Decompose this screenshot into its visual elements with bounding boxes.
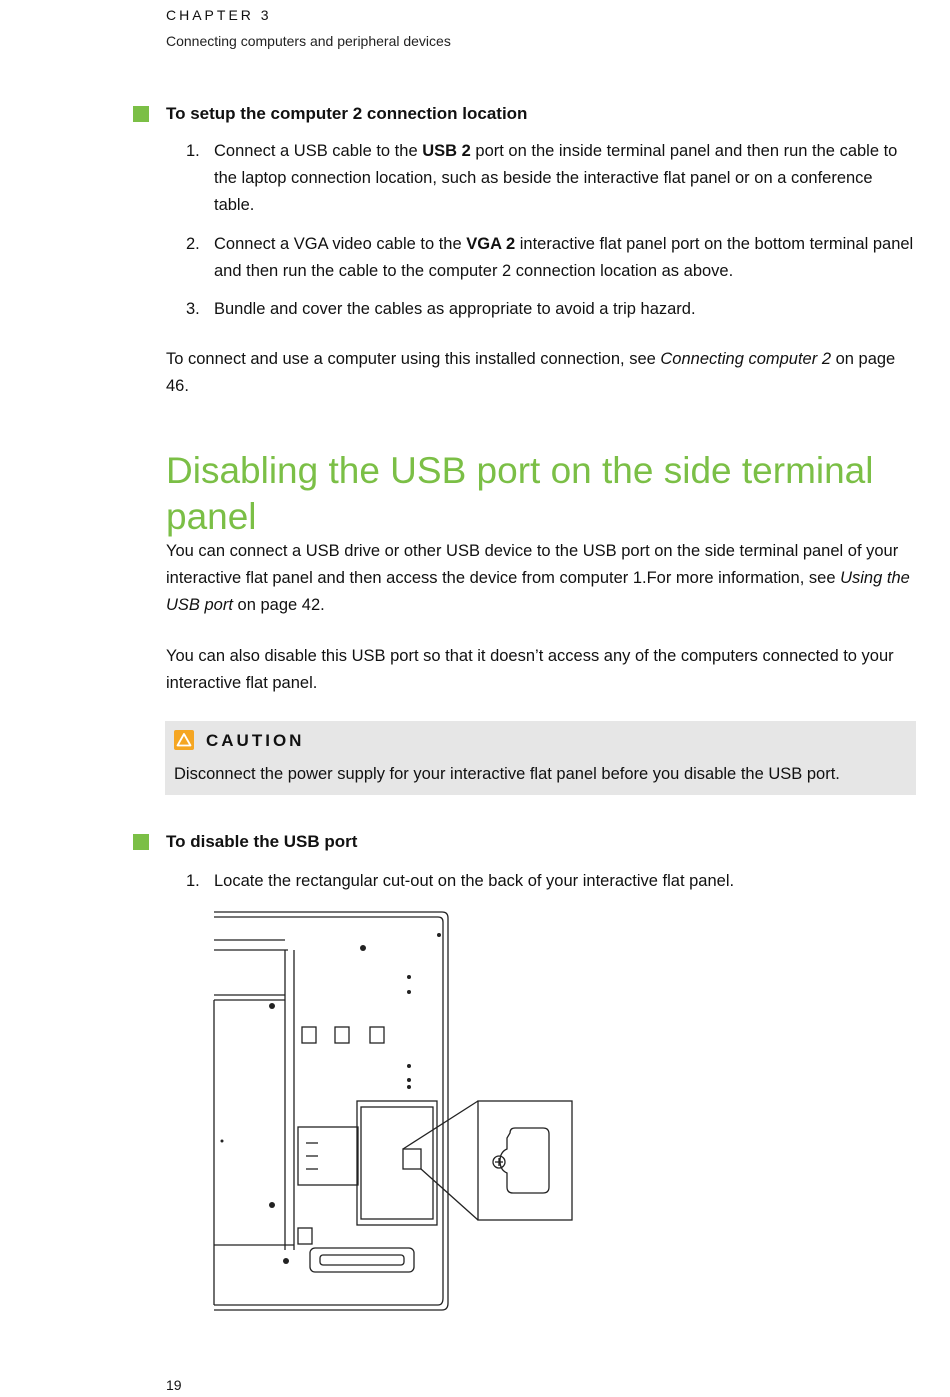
chapter-label: CHAPTER 3 [166,7,272,23]
procedure-heading: To disable the USB port [166,832,358,851]
warning-icon [174,730,194,750]
caution-text: Disconnect the power supply for your interactive flat panel before you disable the USB port. [174,765,840,783]
step-text: Locate the rectangular cut-out on the back of your interactive flat panel. [214,872,735,890]
procedure-bullet-icon [133,834,149,850]
step-number: 2. [186,235,200,253]
step-number: 3. [186,300,200,318]
step-number: 1. [186,872,200,890]
procedure-heading: To setup the computer 2 connection location [166,104,528,123]
step-number: 1. [186,142,200,160]
caution-title: CAUTION [206,731,305,750]
cross-reference-link[interactable]: Using the USB port [166,569,910,614]
chapter-subtitle: Connecting computers and peripheral devices [166,33,451,49]
caution-box [165,721,916,795]
cross-reference-paragraph: To connect and use a computer using this installed connection, see Connecting computer 2 on page 46. [166,350,896,395]
cross-reference-link[interactable]: Connecting computer 2 [660,350,831,368]
section-title: Disabling the USB port on the side terminal panel [166,450,874,537]
page-number: 19 [166,1377,182,1393]
step-text: Connect a USB cable to the USB 2 port on the inside terminal panel and then run the cable to the laptop connection location, such as beside the interactive flat panel or on a conference table. [214,142,898,214]
step-text: Bundle and cover the cables as appropriate to avoid a trip hazard. [214,300,696,318]
body-paragraph: You can also disable this USB port so that it doesn’t access any of the computers connected to your interactive flat panel. [166,647,894,692]
panel-back-illustration [210,905,580,1315]
port-name: USB 2 [422,142,471,160]
step-text: Connect a VGA video cable to the VGA 2 interactive flat panel port on the bottom terminal panel and then run the cable to the computer 2 connection location as above. [214,235,914,280]
procedure-bullet-icon [133,106,149,122]
port-name: VGA 2 [466,235,516,253]
intro-paragraph: You can connect a USB drive or other USB device to the USB port on the side terminal panel of your interactive flat panel and then access the device from computer 1.For more information, see Using the USB port on page 42. [166,542,910,614]
